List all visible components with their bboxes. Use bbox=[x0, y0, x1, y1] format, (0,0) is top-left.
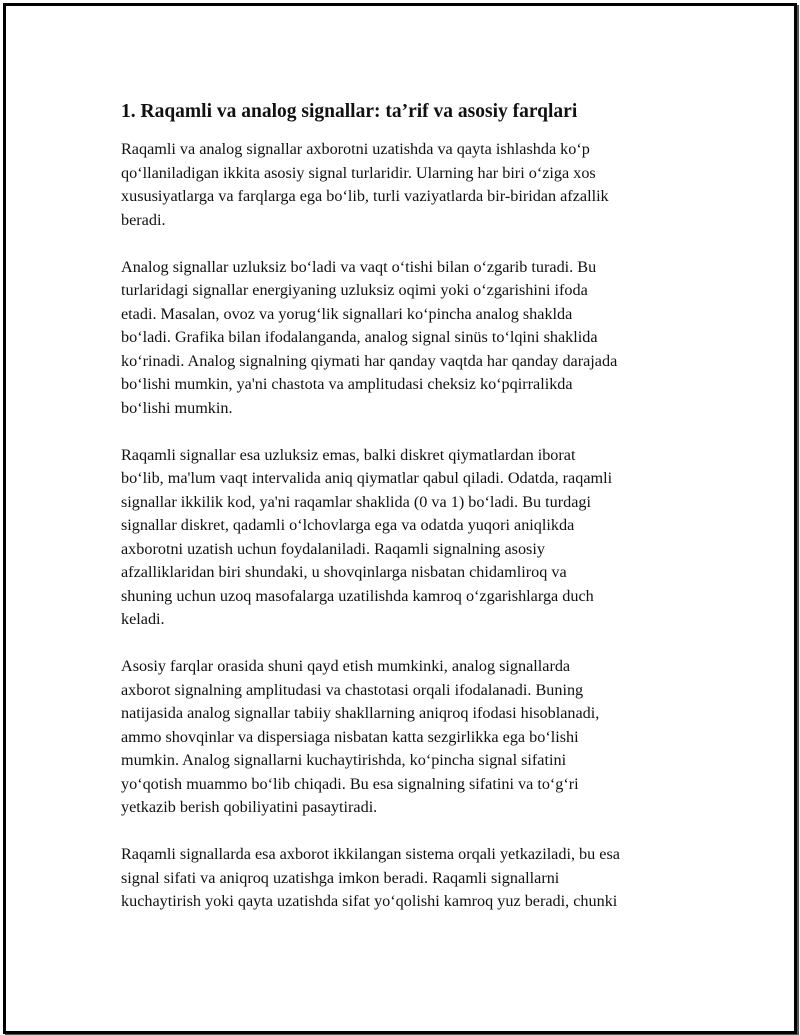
paragraph-digital bbox=[121, 444, 701, 632]
text-line: bo‘lishi mumkin. bbox=[121, 398, 233, 417]
text-line: yo‘qotish muammo bo‘lib chiqadi. Bu esa signalning sifatini va to‘g‘ri bbox=[121, 774, 579, 793]
text-line: yetkazib berish qobiliyatini pasaytiradi. bbox=[121, 798, 378, 816]
text-line: axborot signalning amplitudasi va chastotasi orqali ifodalanadi. Buning bbox=[121, 680, 584, 699]
text-line: qo‘llaniladigan ikkita asosiy signal turlaridir. Ularning har biri o‘ziga xos bbox=[121, 163, 596, 182]
text-line: keladi. bbox=[121, 610, 165, 628]
paragraph-differences bbox=[121, 655, 701, 820]
paragraph-analog bbox=[121, 256, 701, 421]
paragraph-intro bbox=[121, 138, 701, 232]
text-line: bo‘ladi. Grafika bilan ifodalanganda, analog signal sinüs to‘lqini shaklida bbox=[121, 328, 598, 346]
text-line: signal sifati va aniqroq uzatishga imkon beradi. Raqamli signallarni bbox=[121, 868, 560, 887]
document-content bbox=[121, 98, 701, 937]
text-line: etadi. Masalan, ovoz va yorug‘lik signallari ko‘pincha analog shaklda bbox=[121, 304, 573, 323]
text-line: xususiyatlarga va farqlarga ega bo‘lib, turli vaziyatlarda bir-biridan afzallik bbox=[121, 187, 609, 205]
text-line: shuning uchun uzoq masofalarga uzatilishda kamroq o‘zgarishlarga duch bbox=[121, 586, 594, 605]
text-line: beradi. bbox=[121, 210, 166, 229]
text-line: ko‘rinadi. Analog signalning qiymati har qanday vaqtda har qanday darajada bbox=[121, 351, 618, 370]
text-line: Raqamli signallarda esa axborot ikkilangan sistema orqali yetkaziladi, bu esa bbox=[121, 845, 620, 863]
text-line: Analog signallar uzluksiz bo‘ladi va vaqt o‘tishi bilan o‘zgarib turadi. Bu bbox=[121, 257, 597, 276]
text-line: signallar ikkilik kod, ya'ni raqamlar shaklida (0 va 1) bo‘ladi. Bu turdagi bbox=[121, 492, 591, 511]
text-line: Raqamli signallar esa uzluksiz emas, balki diskret qiymatlardan iborat bbox=[121, 445, 576, 464]
text-line: bo‘lib, ma'lum vaqt intervalida aniq qiymatlar qabul qiladi. Odatda, raqamli bbox=[121, 469, 613, 487]
text-line: afzalliklaridan biri shundaki, u shovqinlarga nisbatan chidamliroq va bbox=[121, 563, 567, 581]
text-line: axborotni uzatish uchun foydalaniladi. Raqamli signalning asosiy bbox=[121, 539, 545, 558]
text-line: natijasida analog signallar tabiiy shakllarning aniqroq ifodasi hisoblanadi, bbox=[121, 704, 600, 722]
text-line: ammo shovqinlar va dispersiaga nisbatan katta sezgirlikka ega bo‘lishi bbox=[121, 727, 579, 746]
text-line: signallar diskret, qadamli o‘lchovlarga ega va odatda yuqori aniqlikda bbox=[121, 516, 575, 534]
text-line: mumkin. Analog signallarni kuchaytirishda, ko‘pincha signal sifatini bbox=[121, 751, 567, 769]
paragraph-digital-transmission bbox=[121, 843, 701, 914]
section-heading: 1. Raqamli va analog signallar: ta’rif va asosiy farqlari bbox=[121, 101, 578, 122]
document-page bbox=[3, 3, 797, 1034]
text-line: Raqamli va analog signallar axborotni uzatishda va qayta ishlashda ko‘p bbox=[121, 140, 590, 158]
text-line: Asosiy farqlar orasida shuni qayd etish mumkinki, analog signallarda bbox=[121, 657, 571, 675]
text-line: turlaridagi signallar energiyaning uzluksiz oqimi yoki o‘zgarishini ifoda bbox=[121, 281, 588, 299]
text-line: kuchaytirish yoki qayta uzatishda sifat yo‘qolishi kamroq yuz beradi, chunki bbox=[121, 892, 618, 910]
text-line: bo‘lishi mumkin, ya'ni chastota va amplitudasi cheksiz ko‘pqirralikda bbox=[121, 375, 573, 393]
